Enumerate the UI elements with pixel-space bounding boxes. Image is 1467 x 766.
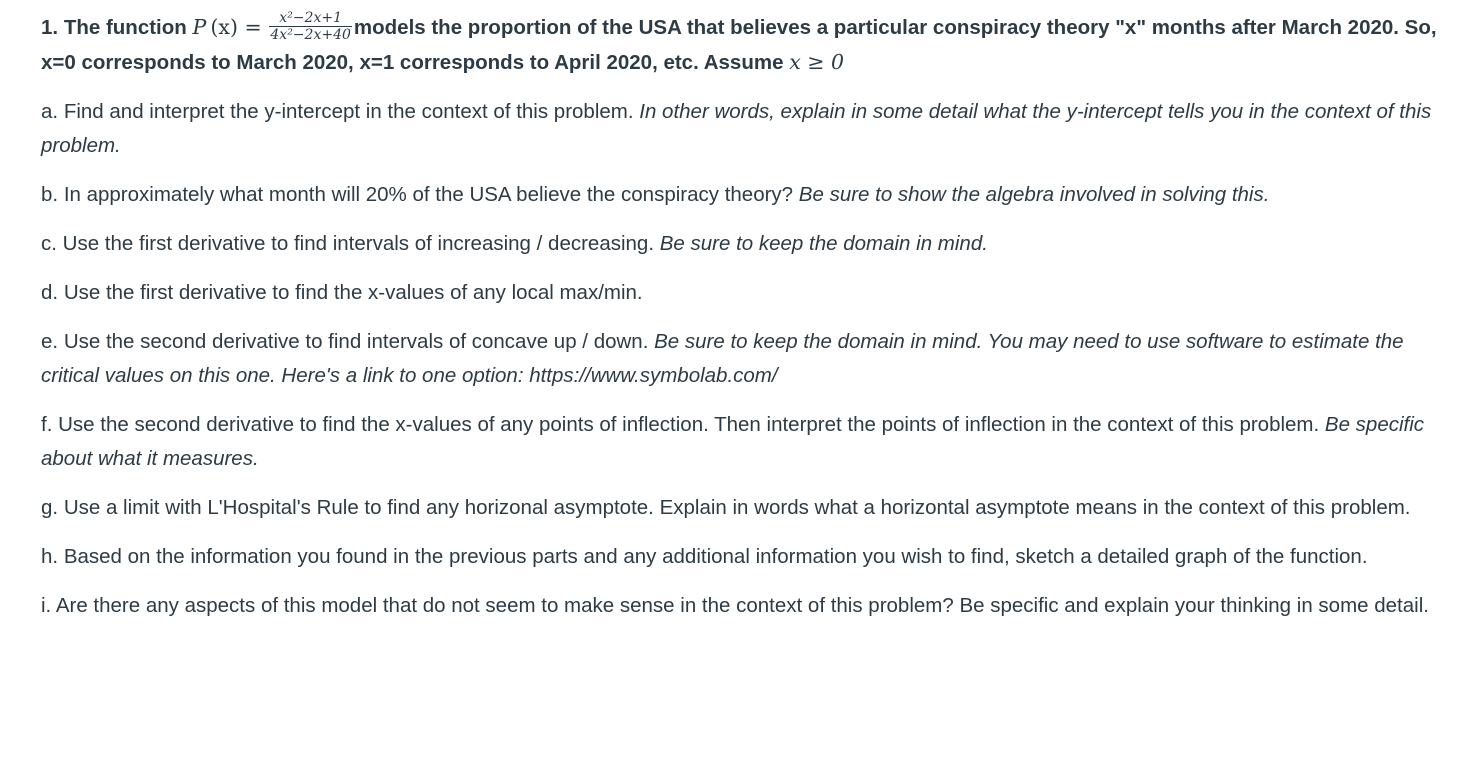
part-label: b. — [41, 183, 59, 207]
part-g — [41, 491, 1441, 525]
function-name: P — [192, 15, 207, 39]
part-italic: Be sure to keep the domain in mind. — [659, 232, 988, 256]
part-e — [41, 325, 1441, 393]
part-label: e. — [41, 330, 59, 354]
part-text: Use the first derivative to find the x-values of any local max/min. — [63, 281, 643, 305]
problem-number: 1. — [41, 16, 59, 39]
part-text: Use the second derivative to find intervals of concave up / down. — [63, 330, 649, 354]
part-text: Use the first derivative to find intervals of increasing / decreasing. — [62, 232, 655, 256]
part-text: Use the second derivative to find the x-values of any points of inflection. Then interpret the points of inflection in the context of this problem. — [58, 413, 1320, 437]
part-b — [41, 178, 1441, 212]
part-label: i. — [41, 594, 52, 618]
assume-math: x ≥ 0 — [789, 50, 845, 75]
part-text: In approximately what month will 20% of the USA believe the conspiracy theory? — [63, 183, 794, 207]
part-label: h. — [41, 545, 59, 569]
part-i — [41, 589, 1441, 623]
part-f — [41, 408, 1441, 476]
part-italic: Be sure to keep the domain in mind. You may need to use software to estimate the critical values on this one. Here's a link to one option: https://www.symbolab.com/ — [41, 330, 1404, 388]
assignment-content — [41, 10, 1441, 638]
function-arg: (x) — [210, 15, 238, 39]
fraction-denominator: 4x²−2x+40 — [270, 27, 351, 44]
part-label: g. — [41, 496, 59, 520]
part-italic: Be sure to show the algebra involved in solving this. — [798, 183, 1270, 207]
part-text: Use a limit with L'Hospital's Rule to find any horizonal asymptote. Explain in words what a horizontal asymptote means in the context of this problem. — [63, 496, 1411, 520]
part-h — [41, 540, 1441, 574]
part-text: Are there any aspects of this model that do not seem to make sense in the context of this problem? Be specific and explain your thinking in some detail. — [55, 594, 1429, 618]
problem-lead: The function — [63, 16, 187, 39]
problem-statement — [41, 10, 1441, 80]
part-italic: Be specific about what it measures. — [41, 413, 1425, 471]
problem-rest-line1: models the proportion of the USA that believes a particular conspiracy theory "x" months after — [353, 16, 1276, 39]
part-text: Based on the information you found in the previous parts and any additional information you wish to find, sketch a detailed graph of the function. — [63, 545, 1368, 569]
function-fraction — [269, 10, 352, 43]
part-c — [41, 227, 1441, 261]
problem-line2: March 2020. So, x=0 corresponds to March 2020, x=1 corresponds to April 2020, etc. Assume — [41, 16, 1437, 75]
function-notation — [193, 15, 262, 39]
fraction-numerator: x²−2x+1 — [269, 10, 352, 27]
part-text: Find and interpret the y-intercept in the context of this problem. — [63, 100, 634, 124]
part-label: a. — [41, 100, 59, 124]
part-italic: In other words, explain in some detail what the y-intercept tells you in the context of this problem. — [41, 100, 1432, 158]
part-label: f. — [41, 413, 53, 437]
part-a — [41, 95, 1441, 163]
equals-sign: = — [244, 15, 262, 39]
part-label: c. — [41, 232, 57, 256]
part-label: d. — [41, 281, 59, 305]
part-d — [41, 276, 1441, 310]
